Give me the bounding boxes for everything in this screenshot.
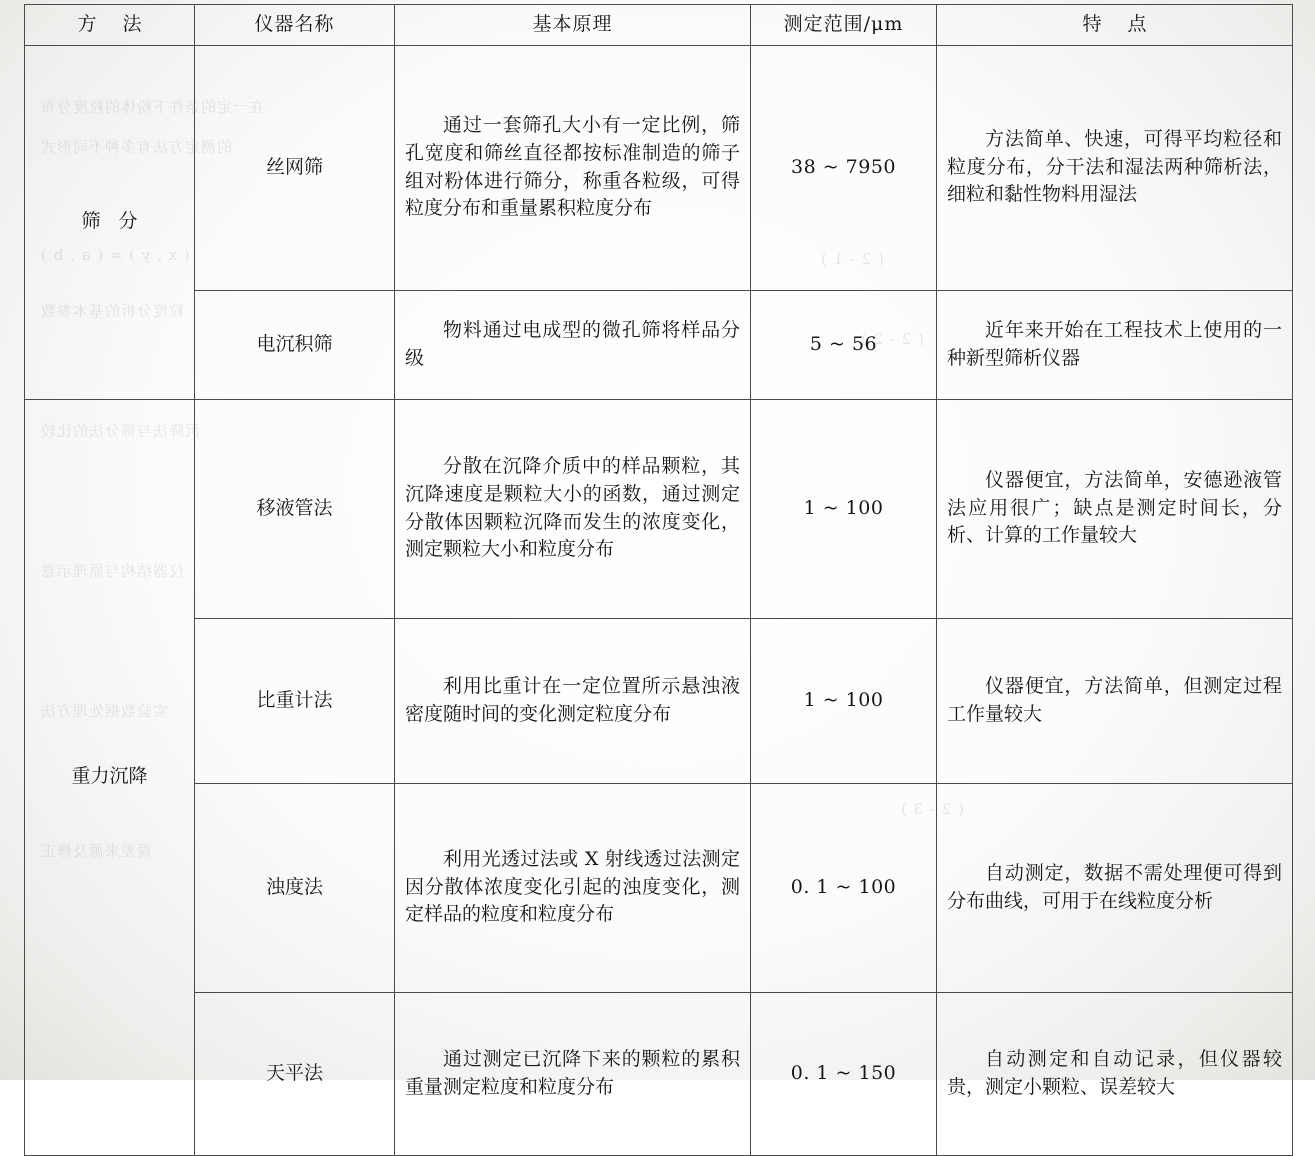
page-bleed-artifact: 实验数据处理方法 bbox=[40, 702, 169, 720]
feature-text: 自动测定和自动记录，但仪器较贵，测定小颗粒、误差较大 bbox=[937, 992, 1293, 1155]
header-method: 方 法 bbox=[25, 5, 195, 46]
header-range: 测定范围/μm bbox=[751, 5, 937, 46]
instrument-name: 比重计法 bbox=[195, 618, 395, 783]
header-principle: 基本原理 bbox=[395, 5, 751, 46]
page-bleed-artifact: 的测定方法有多种不同形式 bbox=[40, 138, 233, 156]
range-value: 1 ~ 100 bbox=[751, 399, 937, 618]
principle-text: 利用比重计在一定位置所示悬浊液密度随时间的变化测定粒度分布 bbox=[395, 618, 751, 783]
page-bleed-artifact: ( x , y ) = ( a , b ) bbox=[40, 246, 190, 264]
page-bleed-artifact: 粒度分析的基本参数 bbox=[40, 302, 185, 320]
range-value: 0. 1 ~ 100 bbox=[751, 783, 937, 992]
table-row bbox=[25, 618, 1293, 783]
page-bleed-artifact: 仪器结构与原理示意 bbox=[40, 562, 185, 580]
method-group-sieving: 筛 分 bbox=[25, 45, 195, 399]
range-value: 1 ~ 100 bbox=[751, 618, 937, 783]
principle-text: 分散在沉降介质中的样品颗粒，其沉降速度是颗粒大小的函数，通过测定分散体因颗粒沉降而发生的浓度变化，测定颗粒大小和粒度分布 bbox=[395, 399, 751, 618]
page-bleed-artifact: 误差来源及修正 bbox=[40, 842, 153, 860]
page-bleed-artifact: ( 2 - 1 ) bbox=[820, 250, 884, 268]
table-row bbox=[25, 992, 1293, 1155]
header-feature: 特 点 bbox=[937, 5, 1293, 46]
instrument-name: 移液管法 bbox=[195, 399, 395, 618]
particle-size-methods-table bbox=[24, 4, 1292, 1156]
range-value: 5 ~ 56 bbox=[751, 290, 937, 399]
page-bleed-artifact: 沉降法与筛分法的比较 bbox=[40, 422, 201, 440]
page-bleed-artifact: ( 2 - 3 ) bbox=[900, 800, 964, 818]
principle-text: 通过测定已沉降下来的颗粒的累积重量测定粒度和粒度分布 bbox=[395, 992, 751, 1155]
instrument-name: 天平法 bbox=[195, 992, 395, 1155]
feature-text: 自动测定，数据不需处理便可得到分布曲线，可用于在线粒度分析 bbox=[937, 783, 1293, 992]
header-row bbox=[25, 5, 1293, 46]
method-group-gravity-sedimentation: 重力沉降 bbox=[25, 399, 195, 1155]
header-instrument: 仪器名称 bbox=[195, 5, 395, 46]
range-value: 38 ~ 7950 bbox=[751, 45, 937, 290]
table-row bbox=[25, 783, 1293, 992]
instrument-name: 浊度法 bbox=[195, 783, 395, 992]
page-bleed-artifact: 在一定的条件下粉体的粒度分布 bbox=[40, 98, 265, 116]
principle-text: 物料通过电成型的微孔筛将样品分级 bbox=[395, 290, 751, 399]
feature-text: 仪器便宜，方法简单，安德逊液管法应用很广；缺点是测定时间长，分析、计算的工作量较大 bbox=[937, 399, 1293, 618]
principle-text: 通过一套筛孔大小有一定比例，筛孔宽度和筛丝直径都按标准制造的筛子组对粉体进行筛分，称重各粒级，可得粒度分布和重量累积粒度分布 bbox=[395, 45, 751, 290]
table-head bbox=[25, 5, 1293, 46]
table-body bbox=[25, 45, 1293, 1155]
principle-text: 利用光透过法或 X 射线透过法测定因分散体浓度变化引起的浊度变化，测定样品的粒度和粒度分布 bbox=[395, 783, 751, 992]
feature-text: 近年来开始在工程技术上使用的一种新型筛析仪器 bbox=[937, 290, 1293, 399]
methods-table bbox=[24, 4, 1293, 1156]
instrument-name: 丝网筛 bbox=[195, 45, 395, 290]
table-row bbox=[25, 290, 1293, 399]
feature-text: 方法简单、快速，可得平均粒径和粒度分布，分干法和湿法两种筛析法，细粒和黏性物料用湿法 bbox=[937, 45, 1293, 290]
page-bleed-artifact: ( 2 - 2 ) bbox=[860, 330, 924, 348]
table-row bbox=[25, 399, 1293, 618]
range-value: 0. 1 ~ 150 bbox=[751, 992, 937, 1155]
instrument-name: 电沉积筛 bbox=[195, 290, 395, 399]
table-row bbox=[25, 45, 1293, 290]
feature-text: 仪器便宜，方法简单，但测定过程工作量较大 bbox=[937, 618, 1293, 783]
